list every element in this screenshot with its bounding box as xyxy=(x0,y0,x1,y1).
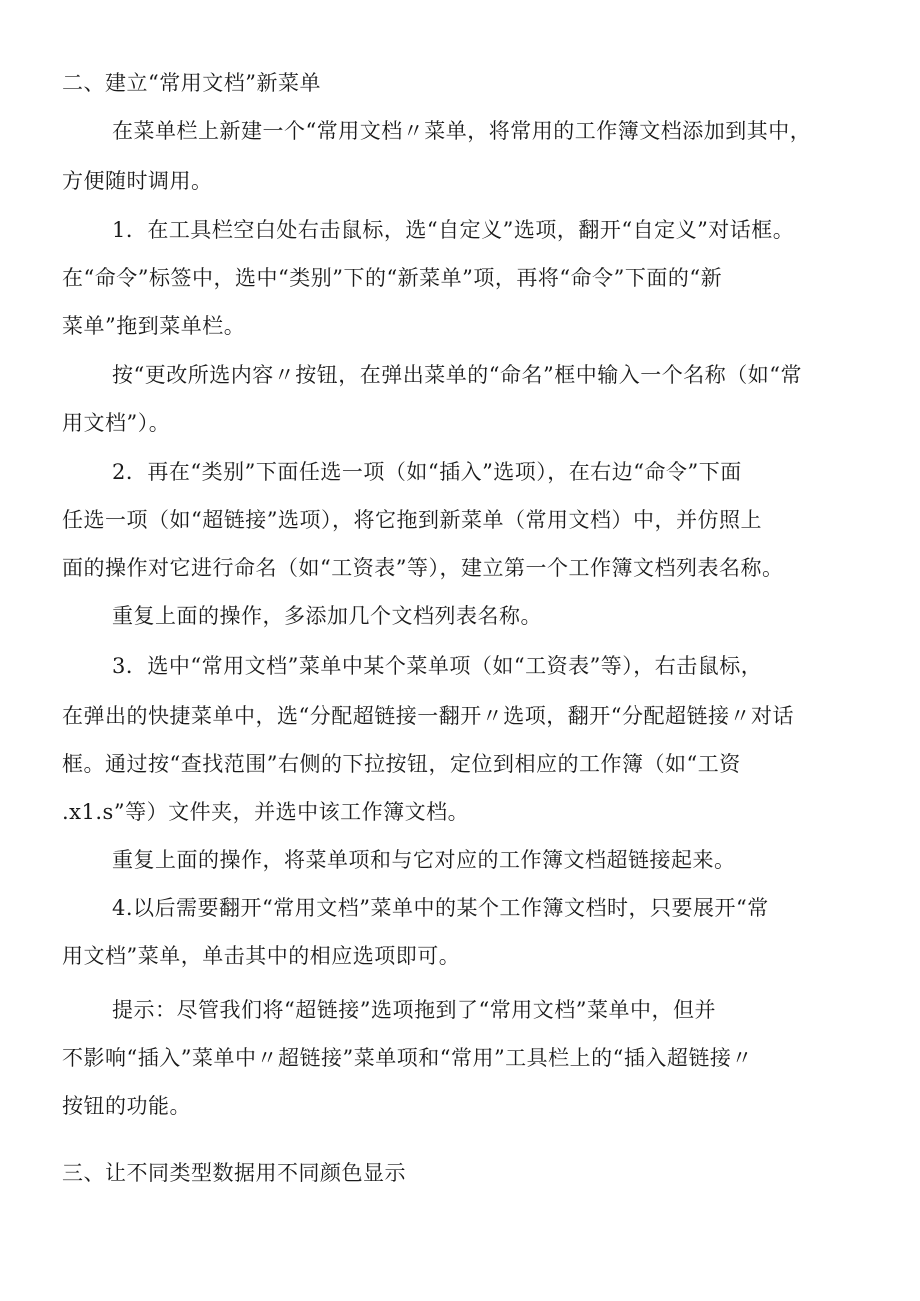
tip-line-3: 按钮的功能。 xyxy=(62,1094,191,1118)
section-3-heading: 三、让不同类型数据用不同颜色显示 xyxy=(62,1161,406,1185)
step3-repeat-line: 重复上面的操作，将菜单项和与它对应的工作簿文档超链接起来。 xyxy=(112,848,736,872)
tip-line-1: 提示：尽管我们将“超链接”选项拖到了“常用文档”菜单中，但并 xyxy=(112,998,716,1022)
step4-line-1: 4.以后需要翻开“常用文档”菜单中的某个工作簿文档时，只要展开“常 xyxy=(112,896,769,920)
step1-rename-line-1: 按“更改所选内容〃按钮，在弹出菜单的“命名”框中输入一个名称（如“常 xyxy=(112,363,802,387)
step1-line-1: 1．在工具栏空白处右击鼠标，选“自定义”选项，翻开“自定义”对话框。 xyxy=(112,218,795,242)
tip-line-2: 不影响“插入”菜单中〃超链接”菜单项和“常用”工具栏上的“插入超链接〃 xyxy=(62,1046,753,1070)
step1-line-2: 在“命令”标签中，选中“类别”下的“新菜单”项，再将“命令”下面的“新 xyxy=(62,266,723,290)
step3-line-3: 框。通过按“查找范围”右侧的下拉按钮，定位到相应的工作簿（如“工资 xyxy=(62,752,741,776)
step2-repeat-line: 重复上面的操作，多添加几个文档列表名称。 xyxy=(112,604,542,628)
step3-line-4: .x1.s”等）文件夹，并选中该工作簿文档。 xyxy=(62,800,470,824)
step2-line-3: 面的操作对它进行命名（如“工资表”等），建立第一个工作簿文档列表名称。 xyxy=(62,556,784,580)
step1-rename-line-2: 用文档”）。 xyxy=(62,411,171,435)
step1-line-3: 菜单”拖到菜单栏。 xyxy=(62,314,246,338)
step3-line-2: 在弹出的快捷菜单中，选“分配超链接一翻开〃选项，翻开“分配超链接〃对话 xyxy=(62,704,794,728)
step4-line-2: 用文档”菜单，单击其中的相应选项即可。 xyxy=(62,944,461,968)
intro-line-2: 方便随时调用。 xyxy=(62,169,213,193)
section-2-heading: 二、建立“常用文档”新菜单 xyxy=(62,71,321,95)
step2-line-2: 任选一项（如“超链接”选项），将它拖到新菜单（常用文档）中，并仿照上 xyxy=(62,508,762,532)
step2-line-1: 2．再在“类别”下面任选一项（如“插入”选项），在右边“命令”下面 xyxy=(112,460,742,484)
step3-line-1: 3．选中“常用文档”菜单中某个菜单项（如“工资表”等），右击鼠标， xyxy=(112,654,763,678)
intro-line-1: 在菜单栏上新建一个“常用文档〃菜单，将常用的工作簿文档添加到其中， xyxy=(112,119,812,143)
